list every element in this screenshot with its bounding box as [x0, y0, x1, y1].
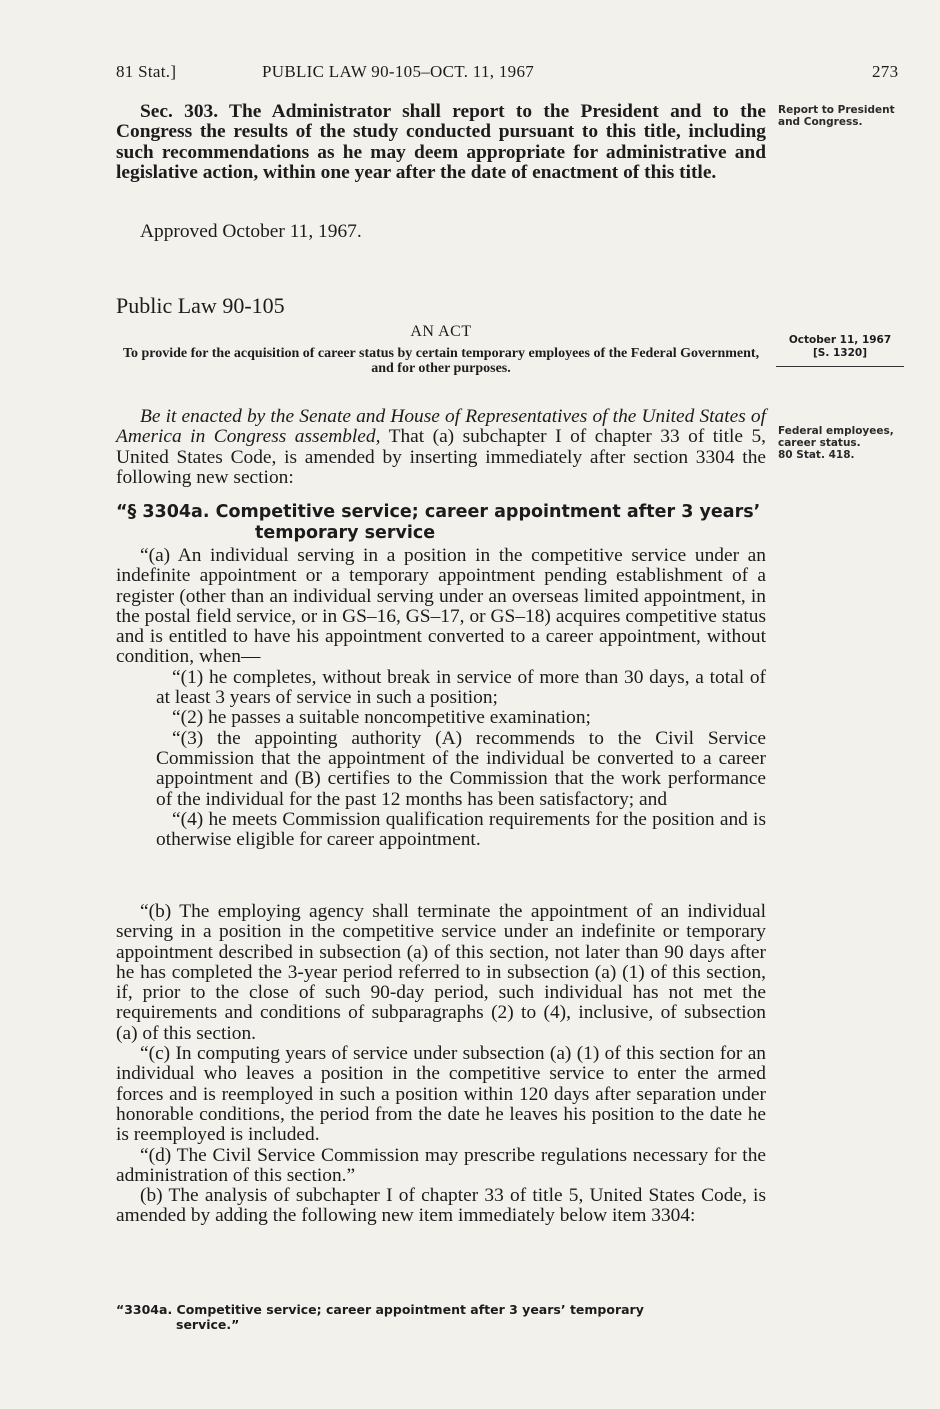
analysis-line1: “3304a. Competitive service; career appointment after 3 years’ temporary: [116, 1302, 644, 1317]
enacting-clause: [116, 407, 766, 488]
margin-note-date: [776, 334, 904, 360]
public-law-title: Public Law 90-105: [116, 293, 285, 318]
subsection-d: “(d) The Civil Service Commission may prescribe regulations necessary for the administration of this section.”: [116, 1144, 766, 1186]
margin-note-federal-text: Federal employees, career status.: [778, 425, 894, 449]
section-303-text: The Administrator shall report to the President and to the Congress the results of the study conducted pursuant to this title, including such recommendations as he may deem appropriate for administrative and legislative action, within one year after the date of enactment of this title.: [116, 101, 766, 183]
enacting-text: That (a) subchapter I of chapter 33 of title 5, United States Code, is amended by inserting immediately after section 3304 the following new section:: [116, 426, 766, 488]
analysis-line2: service.”: [176, 1317, 240, 1332]
enacting-italic: Be it enacted by the Senate and House of Representatives of the United States of America in Congress assembled,: [116, 406, 766, 448]
part-b: (b) The analysis of subchapter I of chapter 33 of title 5, United States Code, is amended by adding the following new item immediately below item 3304:: [116, 1185, 766, 1227]
subsection-a-item: “(1) he completes, without break in service of more than 30 days, a total of at least 3 years of service in such a position;: [156, 666, 766, 709]
page-number: 273: [872, 62, 899, 81]
subsection-a-item: “(2) he passes a suitable noncompetitive examination;: [172, 707, 591, 729]
section-3304a-heading: [116, 502, 766, 544]
subsection-c: “(c) In computing years of service under subsection (a) (1) of this section for an individual who leaves a position in the competitive service to enter the armed forces and is reemployed in such a position within 120 days after separation under honorable conditions, the period from the date he leaves his position to the date he is reemployed is included.: [116, 1043, 766, 1146]
subsection-a-item: “(3) the appointing authority (A) recommends to the Civil Service Commission that the appointment of the individual be converted to a career appointment and (B) certifies to the Commission that the work performance of the individual for the past 12 months has been satisfactory; and: [156, 727, 766, 810]
margin-note-report: Report to President and Congress.: [778, 104, 895, 128]
section-303-label: Sec. 303.: [140, 101, 219, 122]
margin-rule: [776, 366, 904, 367]
act-purpose: To provide for the acquisition of career status by certain temporary employees of the Federal Government, and for other purposes.: [122, 346, 760, 376]
subsection-a: [116, 546, 766, 850]
subsection-a-item: “(4) he meets Commission qualification requirements for the position and is otherwise eligible for career appointment.: [156, 808, 766, 851]
subsections-b-d: [116, 902, 766, 1227]
analysis-item: [116, 1302, 766, 1332]
margin-note-federal: [778, 425, 918, 461]
margin-note-stat: 80 Stat. 418.: [778, 449, 855, 461]
an-act-heading: AN ACT: [410, 323, 472, 340]
margin-note-date-text: October 11, 1967: [788, 334, 892, 346]
subsection-b: “(b) The employing agency shall terminate the appointment of an individual serving in a position in the competitive service under an indefinite or temporary appointment described in subsection (a) of this section, not later than 90 days after he has completed the 3-year period referred to in subsection (a) (1) of this section, if, prior to the close of such 90-day period, such individual has not met the requirements and conditions of subparagraphs (2) to (4), inclusive, of subsection (a) of this section.: [116, 901, 766, 1044]
section-heading-line2: temporary service: [255, 523, 436, 543]
subsection-a-intro: “(a) An individual serving in a position in the competitive service under an indefinite appointment or a temporary appointment pending establishment of a register (other than an individual serving under an overseas limited appointment, in the postal field service, or in GS–16, GS–17, or GS–18) acquires competitive status and is entitled to have his appointment converted to a career appointment, without condition, when—: [116, 545, 766, 668]
running-head-stat: 81 Stat.]: [116, 62, 177, 81]
approved-previous: [116, 222, 766, 242]
running-head-title: PUBLIC LAW 90-105–OCT. 11, 1967: [262, 62, 535, 81]
section-heading-line1: “§ 3304a. Competitive service; career appointment after 3 years’: [116, 502, 761, 522]
approved-previous-text: Approved October 11, 1967.: [140, 221, 362, 242]
margin-note-bill: [S. 1320]: [812, 347, 868, 359]
section-303: [116, 102, 766, 183]
